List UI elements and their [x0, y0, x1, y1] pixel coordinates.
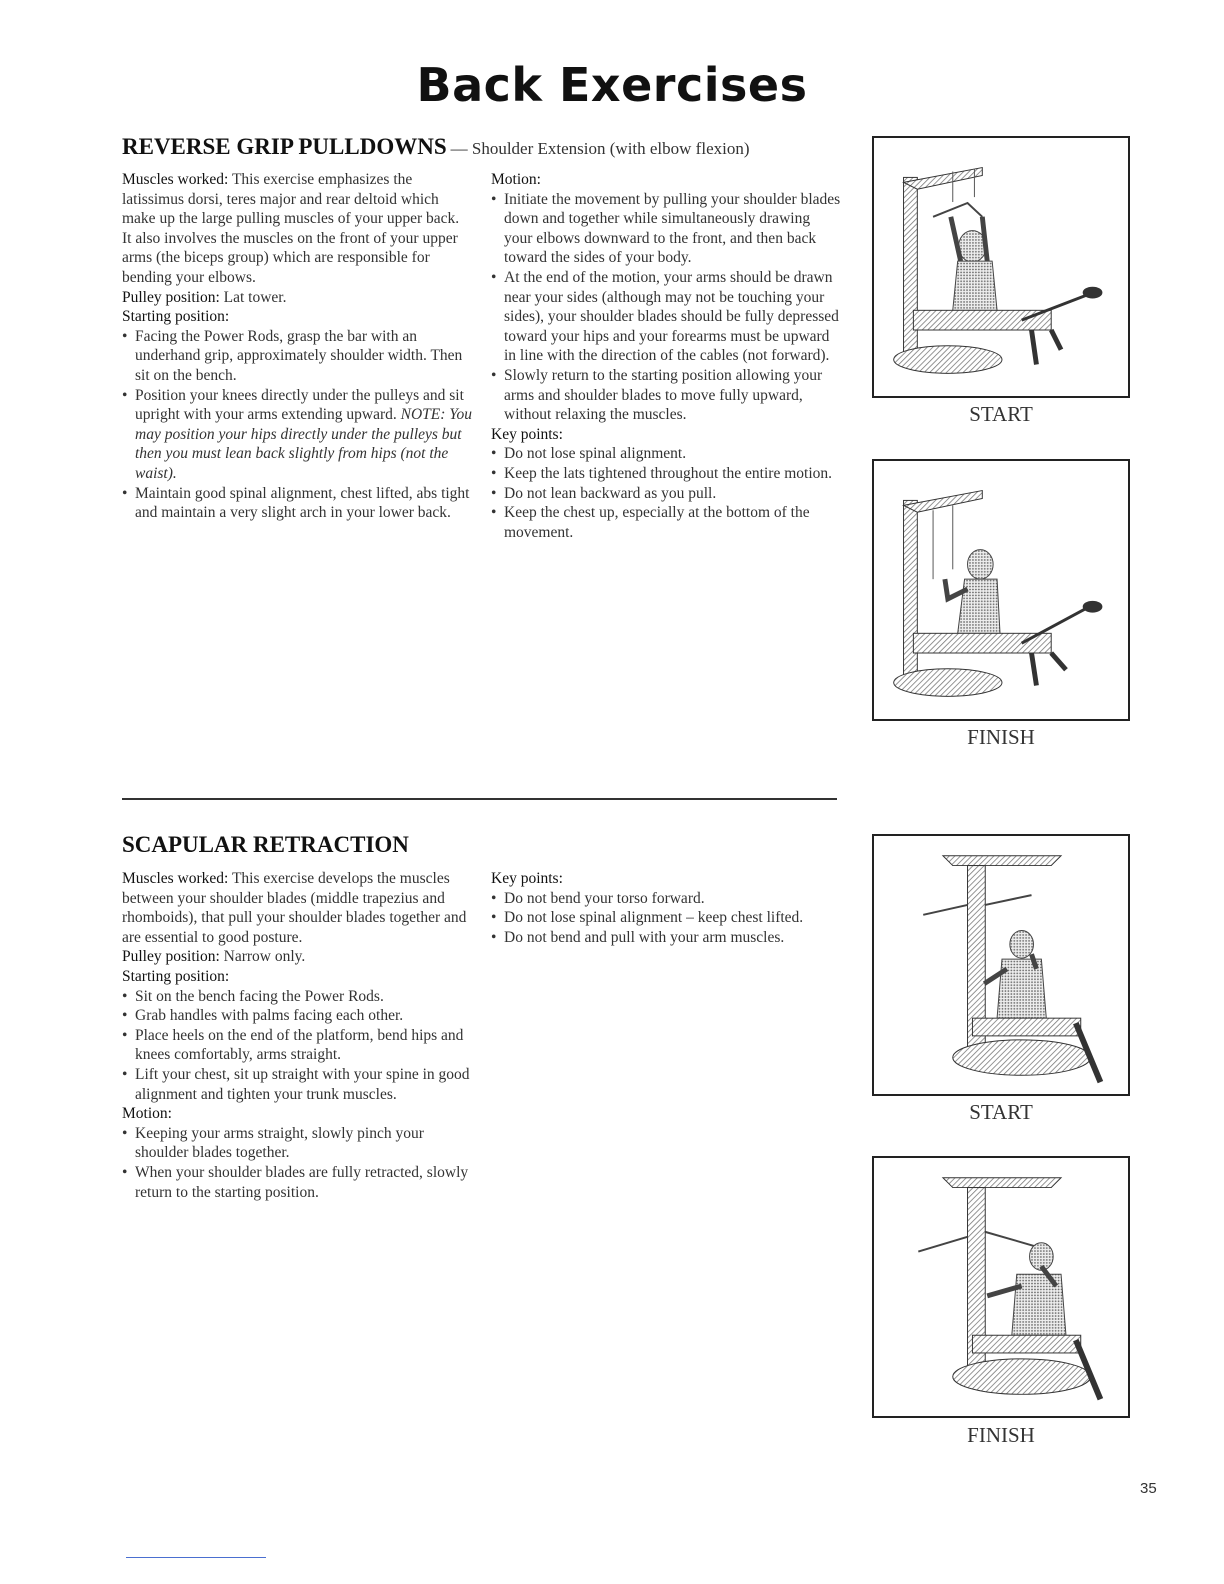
- starting-position-list: [122, 987, 472, 1105]
- reverse-grip-left-column: [122, 170, 472, 523]
- scapular-start-caption: START: [969, 1100, 1033, 1124]
- list-item: • Keeping your arms straight, slowly pinch your shoulder blades together.: [122, 1124, 472, 1163]
- list-item: • Keep the chest up, especially at the bottom of the movement.: [491, 503, 841, 542]
- section-title: REVERSE GRIP PULLDOWNS: [122, 134, 447, 159]
- motion-list: [491, 190, 841, 425]
- key-points-label: Key points:: [491, 870, 563, 887]
- pulldown-finish-caption: FINISH: [967, 725, 1035, 749]
- list-item: • Keep the lats tightened throughout the entire motion.: [491, 464, 841, 484]
- list-item: • Slowly return to the starting position allowing your arms and shoulder blades to move fully upward, without relaxing the muscles.: [491, 366, 841, 425]
- pulley-position: [122, 288, 472, 308]
- section-subtitle: — Shoulder Extension (with elbow flexion): [450, 139, 750, 158]
- list-item: • At the end of the motion, your arms should be drawn near your sides (although may not be touching your sides), your shoulder blades should be fully depressed toward your hips and your forearms must be upward in line with the direction of the cables (not forward).: [491, 268, 841, 366]
- scapular-start-photo: [872, 834, 1130, 1096]
- gym-machine-illustration: [874, 1158, 1128, 1416]
- pulldown-start-caption: START: [969, 402, 1033, 426]
- reverse-grip-right-column: [491, 170, 841, 542]
- list-item: • Sit on the bench facing the Power Rods.: [122, 987, 472, 1007]
- pulldown-finish-photo: [872, 459, 1130, 721]
- list-item: • When your shoulder blades are fully retracted, slowly return to the starting position.: [122, 1163, 472, 1202]
- list-item: • Do not bend your torso forward.: [491, 889, 831, 909]
- pulley-text: Narrow only.: [223, 948, 306, 966]
- list-item: • Do not lean backward as you pull.: [491, 484, 841, 504]
- section-divider: [122, 798, 837, 800]
- muscles-worked: [122, 170, 472, 288]
- scapular-left-column: [122, 869, 472, 1202]
- muscles-label: Muscles worked:: [122, 171, 229, 188]
- section-heading-reverse-grip-pulldowns: [122, 134, 750, 160]
- list-item: • Initiate the movement by pulling your shoulder blades down and together while simultaneously drawing your elbows downward to the front, and then back toward the sides of your body.: [491, 190, 841, 268]
- pulley-text: Lat tower.: [223, 288, 287, 306]
- footer-line: [126, 1557, 266, 1558]
- pulley-position: [122, 947, 472, 967]
- list-item: • Lift your chest, sit up straight with your spine in good alignment and tighten your trunk muscles.: [122, 1065, 472, 1104]
- muscles-text: This exercise develops the muscles between your shoulder blades (middle trapezius and rhomboids), that pull your shoulder blades together and are essential to good posture.: [122, 870, 467, 946]
- starting-position-label: Starting position:: [122, 967, 230, 985]
- section-heading-scapular-retraction: [122, 832, 409, 858]
- muscles-worked: [122, 869, 472, 947]
- pulley-label: Pulley position:: [122, 288, 220, 306]
- list-item: • Position your knees directly under the pulleys and sit upright with your arms extending upward. NOTE: You may position your hips directly under the pulleys but then you must lean back slightly from hips (not the waist).: [122, 386, 472, 484]
- list-item: • Place heels on the end of the platform, bend hips and knees comfortably, arms straight.: [122, 1026, 472, 1065]
- motion-label: Motion:: [491, 171, 541, 188]
- pulldown-start-photo: [872, 136, 1130, 398]
- scapular-finish-caption: FINISH: [967, 1423, 1035, 1447]
- list-item: • Grab handles with palms facing each other.: [122, 1006, 472, 1026]
- starting-note: NOTE: You may position your hips directly under the pulleys but then you must lean back slightly from hips (not the waist).: [135, 406, 472, 482]
- pulley-label: Pulley position:: [122, 948, 220, 966]
- page-title: Back Exercises: [416, 58, 808, 112]
- scapular-finish-photo: [872, 1156, 1130, 1418]
- gym-machine-illustration: [874, 138, 1128, 396]
- list-item: • Facing the Power Rods, grasp the bar with an underhand grip, approximately shoulder width. Then sit on the bench.: [122, 327, 472, 386]
- key-points-label: Key points:: [491, 425, 563, 443]
- list-item: • Do not bend and pull with your arm muscles.: [491, 928, 831, 948]
- list-item: • Do not lose spinal alignment – keep chest lifted.: [491, 908, 831, 928]
- starting-position-list: [122, 327, 472, 523]
- list-item: • Maintain good spinal alignment, chest lifted, abs tight and maintain a very slight arch in your lower back.: [122, 484, 472, 523]
- key-points-list: [491, 889, 831, 948]
- muscles-label: Muscles worked:: [122, 870, 229, 887]
- motion-list: [122, 1124, 472, 1202]
- key-points-list: [491, 444, 841, 542]
- section-title: SCAPULAR RETRACTION: [122, 832, 409, 857]
- page-number: 35: [1140, 1480, 1157, 1497]
- starting-position-label: Starting position:: [122, 308, 230, 326]
- motion-label: Motion:: [122, 1105, 172, 1123]
- scapular-right-column: [491, 869, 831, 947]
- muscles-text: This exercise emphasizes the latissimus dorsi, teres major and rear deltoid which make up the large pulling muscles of your upper back. It also involves the muscles on the front of your upper arms (the biceps group) which are responsible for bending your elbows.: [122, 171, 460, 286]
- list-item: • Do not lose spinal alignment.: [491, 444, 841, 464]
- gym-machine-illustration: [874, 836, 1128, 1094]
- gym-machine-illustration: [874, 461, 1128, 719]
